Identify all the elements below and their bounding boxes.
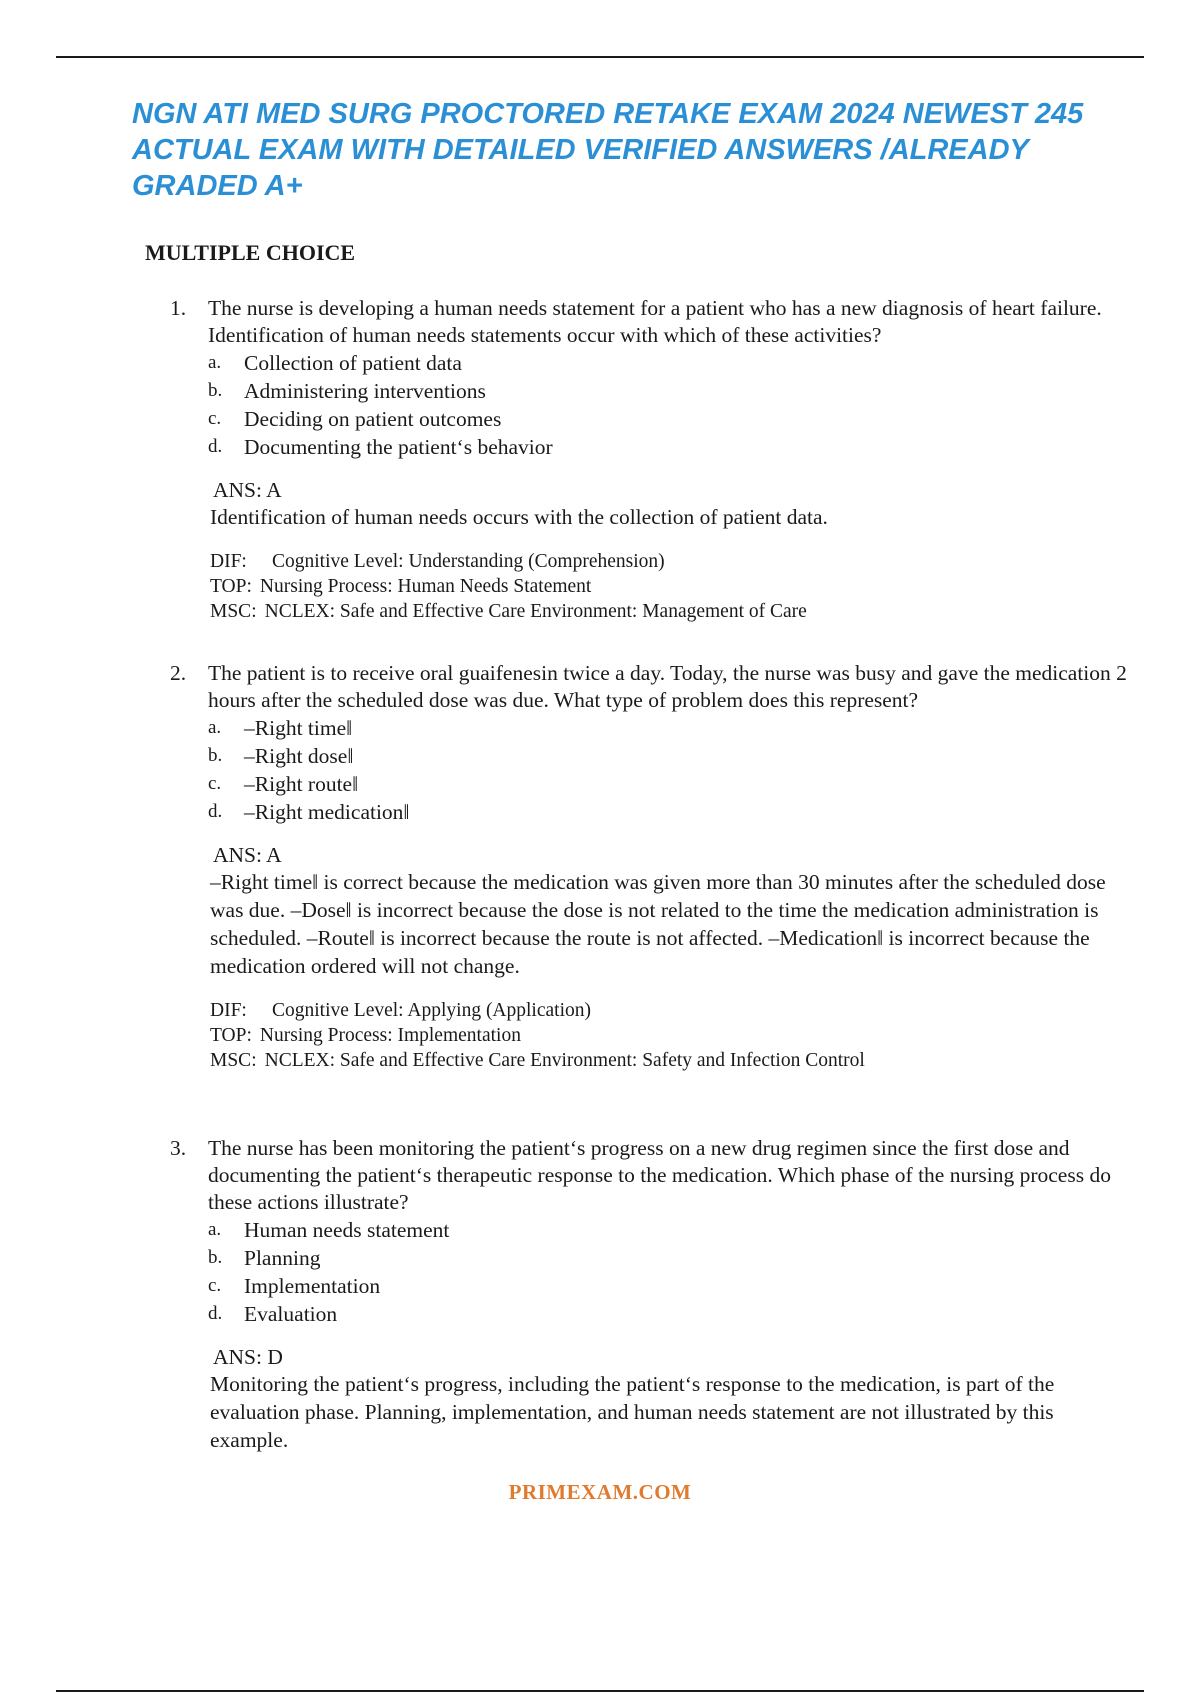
choice-text: Deciding on patient outcomes: [244, 407, 502, 431]
top-line: [210, 574, 1130, 599]
choice-a: [208, 1216, 1130, 1244]
choice-letter: c.: [208, 1275, 222, 1296]
question-metadata: [210, 549, 1130, 624]
footer-brand: PRIMEXAM.COM: [508, 1480, 692, 1504]
question-stem: The nurse has been monitoring the patient‘s progress on a new drug regimen since the first dose and documenting the patient‘s therapeutic response to the medication. Which phase of the nursing process do these actions illustrate?: [208, 1136, 1111, 1214]
document-title: NGN ATI MED SURG PROCTORED RETAKE EXAM 2024 NEWEST 245 ACTUAL EXAM WITH DETAILED VERIFIED ANSWERS /ALREADY GRADED A+: [132, 98, 1084, 202]
dif-line: [210, 998, 1130, 1023]
answer-block: [210, 842, 1130, 980]
msc-label: MSC:: [210, 1050, 257, 1071]
msc-value: NCLEX: Safe and Effective Care Environment: Management of Care: [264, 601, 807, 622]
question-stem: The patient is to receive oral guaifenesin twice a day. Today, the nurse was busy and gave the medication 2 hours after the scheduled dose was due. What type of problem does this represent?: [208, 661, 1127, 712]
choice-b: [208, 742, 1130, 770]
choice-a: [208, 349, 1130, 377]
choice-letter: a.: [208, 352, 222, 373]
answer-rationale: Identification of human needs occurs with the collection of patient data.: [210, 505, 828, 529]
choice-c: [208, 405, 1130, 433]
choice-text: –Right time‖: [244, 716, 353, 740]
answer-key: ANS: A: [213, 843, 282, 867]
choice-text: Evaluation: [244, 1302, 338, 1326]
top-value: Nursing Process: Implementation: [259, 1025, 521, 1046]
choice-a: [208, 714, 1130, 742]
msc-label: MSC:: [210, 601, 257, 622]
choice-text: Administering interventions: [244, 379, 486, 403]
question-metadata: [210, 998, 1130, 1073]
choice-text: Implementation: [244, 1274, 381, 1298]
question-3: [170, 1135, 1130, 1454]
answer-rationale: –Right time‖ is correct because the medication was given more than 30 minutes after the scheduled dose was due. –Dose‖ is incorrect because the dose is not related to the time the medication administration is scheduled. –Route‖ is incorrect because the route is not affected. –Medication‖ is incorrect because the medication ordered will not change.: [210, 870, 1106, 978]
choice-c: [208, 770, 1130, 798]
question-number: 2.: [170, 661, 187, 685]
choice-text: –Right dose‖: [244, 744, 354, 768]
choice-b: [208, 1244, 1130, 1272]
section-heading: MULTIPLE CHOICE: [145, 240, 356, 265]
choice-d: [208, 1300, 1130, 1328]
choice-letter: c.: [208, 408, 222, 429]
answer-block: [210, 477, 1130, 531]
choice-text: Human needs statement: [244, 1218, 450, 1242]
choice-letter: c.: [208, 773, 222, 794]
choice-list: [170, 714, 1130, 826]
choice-letter: b.: [208, 380, 223, 401]
choice-d: [208, 798, 1130, 826]
top-label: TOP:: [210, 1025, 252, 1046]
answer-key: ANS: A: [213, 478, 282, 502]
choice-c: [208, 1272, 1130, 1300]
dif-label: DIF:: [210, 1000, 247, 1021]
dif-value: Cognitive Level: Applying (Application): [272, 1000, 591, 1021]
dif-label: DIF:: [210, 551, 247, 572]
dif-value: Cognitive Level: Understanding (Comprehension): [272, 551, 665, 572]
msc-line: [210, 599, 1130, 624]
answer-block: [210, 1344, 1130, 1454]
question-stem: The nurse is developing a human needs statement for a patient who has a new diagnosis of heart failure. Identification of human needs statements occur with which of these activities?: [208, 296, 1102, 347]
choice-text: Collection of patient data: [244, 351, 462, 375]
choice-letter: d.: [208, 436, 223, 457]
top-label: TOP:: [210, 576, 252, 597]
choice-letter: b.: [208, 745, 223, 766]
choice-text: Planning: [244, 1246, 321, 1270]
msc-value: NCLEX: Safe and Effective Care Environment: Safety and Infection Control: [264, 1050, 865, 1071]
choice-letter: a.: [208, 1219, 222, 1240]
choice-letter: b.: [208, 1247, 223, 1268]
choice-letter: d.: [208, 1303, 223, 1324]
choice-letter: d.: [208, 801, 223, 822]
choice-text: –Right medication‖: [244, 800, 410, 824]
top-rule: [56, 56, 1144, 58]
choice-b: [208, 377, 1130, 405]
choice-text: –Right route‖: [244, 772, 359, 796]
question-1: [170, 295, 1130, 624]
bottom-rule: [56, 1690, 1144, 1692]
dif-line: [210, 549, 1130, 574]
question-number: 1.: [170, 296, 187, 320]
choice-d: [208, 433, 1130, 461]
choice-text: Documenting the patient‘s behavior: [244, 435, 553, 459]
top-line: [210, 1023, 1130, 1048]
msc-line: [210, 1048, 1130, 1073]
choice-list: [170, 1216, 1130, 1328]
question-number: 3.: [170, 1136, 187, 1160]
answer-key: ANS: D: [213, 1345, 283, 1369]
choice-list: [170, 349, 1130, 461]
question-2: [170, 660, 1130, 1073]
top-value: Nursing Process: Human Needs Statement: [259, 576, 592, 597]
choice-letter: a.: [208, 717, 222, 738]
answer-rationale: Monitoring the patient‘s progress, including the patient‘s response to the medication, is part of the evaluation phase. Planning, implementation, and human needs statement are not illustrated by this example.: [210, 1372, 1055, 1452]
